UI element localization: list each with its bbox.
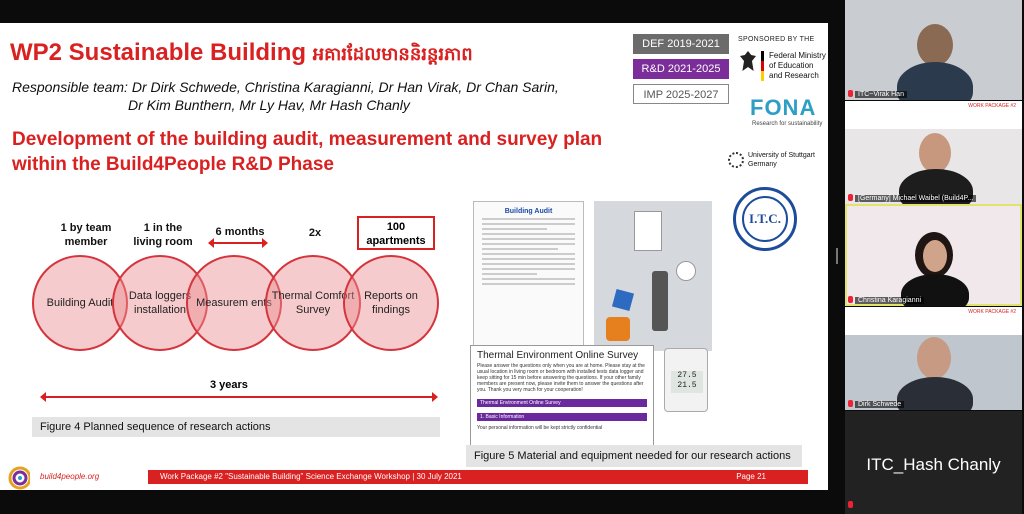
participant-name: ITC~Virak Han xyxy=(855,91,907,98)
build4people-logo-icon xyxy=(8,466,36,490)
sponsored-by-label: SPONSORED BY THE xyxy=(738,36,815,43)
footer-band: Work Package #2 "Sustainable Building" Science Exchange Workshop | 30 July 2021 Page 21 xyxy=(148,470,808,484)
six-months-arrow xyxy=(214,242,262,244)
flag-bar-icon xyxy=(761,51,764,81)
label-apartments: 100 apartments xyxy=(357,216,435,250)
duration-label: 3 years xyxy=(210,379,248,391)
step-thermal-comfort-survey: Thermal Comfort Survey xyxy=(265,255,361,351)
fona-tagline: Research for sustainability xyxy=(752,121,823,127)
step-measurements: Measurem ents xyxy=(186,255,282,351)
participant-name-large: ITC_Hash Chanly xyxy=(866,455,1001,474)
step-data-loggers: Data loggers installation xyxy=(112,255,208,351)
mic-muted-icon xyxy=(848,400,853,407)
bmbf-logo: Federal Ministry of Education and Research xyxy=(740,51,826,81)
mic-muted-icon xyxy=(848,90,853,97)
participant-tile-michael[interactable]: WORK PACKAGE #2 [Germany] Michael Waibel (Build4P... xyxy=(845,101,1022,204)
slide-title: WP2 Sustainable Building អគារដែលមាននិរន្តរភាព xyxy=(10,39,473,66)
itc-logo: I.T.C. xyxy=(733,187,797,251)
label-audit: 1 by team member xyxy=(60,222,112,248)
step-building-audit: Building Audit xyxy=(32,255,128,351)
mic-muted-icon xyxy=(848,296,853,303)
shared-slide xyxy=(0,23,828,490)
page-number: Page 21 xyxy=(736,472,766,481)
stuttgart-logo: University of Stuttgart Germany xyxy=(728,151,815,169)
slide-title-khmer: អគារដែលមាននិរន្តរភាព xyxy=(312,44,473,64)
equipment-photo xyxy=(594,201,712,351)
mic-muted-icon xyxy=(848,501,853,508)
participant-name: Dirk Schwede xyxy=(855,401,904,408)
mic-muted-icon xyxy=(848,194,853,201)
thermo-hygrometer: 27.5 21.5 xyxy=(664,348,708,412)
building-audit-document: Building Audit xyxy=(473,201,584,351)
resize-handle-icon[interactable] xyxy=(836,248,838,264)
team-line-1: Responsible team: Dr Dirk Schwede, Christina Karagianni, Dr Han Virak, Dr Chan Sarin, xyxy=(12,79,559,95)
phase-badge-imp: IMP 2025-2027 xyxy=(633,84,729,104)
participant-name: Christina Karagianni xyxy=(855,297,924,304)
step-reports: Reports on findings xyxy=(343,255,439,351)
figure-4-caption: Figure 4 Planned sequence of research actions xyxy=(32,417,440,437)
fona-logo: FONA xyxy=(750,95,817,120)
participant-tile-hash[interactable] xyxy=(845,411,1022,514)
online-survey-preview: Thermal Environment Online Survey Please answer the questions only when you are at home. Please stay at the usual location in living room or bedroom with installed tests data logger and keep sitting for 15 min before answering the questions. If your other family members are present now, please invite them to answer the questions after you. Thank you very much for your cooperation! Thermal Environment Online Survey 1. Basic Information Your personal information will be kept strictly confidential xyxy=(470,345,654,457)
eagle-icon xyxy=(740,51,756,71)
footer-site: build4people.org xyxy=(40,472,100,481)
slide-subtitle: Development of the building audit, measurement and survey plan within the Build4People R&D Phase xyxy=(12,129,603,175)
university-seal-icon xyxy=(728,152,744,168)
participant-tile-dirk[interactable]: WORK PACKAGE #2 Dirk Schwede xyxy=(845,307,1022,410)
label-survey: 2x xyxy=(308,227,322,239)
team-line-2: Dr Kim Bunthern, Mr Ly Hav, Mr Hash Chanly xyxy=(128,97,410,113)
participant-tile-virak[interactable] xyxy=(845,0,1022,100)
participant-name: [Germany] Michael Waibel (Build4P... xyxy=(855,195,976,202)
duration-arrow xyxy=(46,396,432,398)
participant-tile-christina[interactable] xyxy=(845,204,1022,306)
phase-badge-def: DEF 2019-2021 xyxy=(633,34,729,54)
label-measurements: 6 months xyxy=(215,226,265,238)
label-loggers: 1 in the living room xyxy=(133,222,193,248)
slide-footer xyxy=(0,466,828,490)
phase-badge-rd: R&D 2021-2025 xyxy=(633,59,729,79)
figure-5-caption: Figure 5 Material and equipment needed for our research actions xyxy=(466,445,802,467)
